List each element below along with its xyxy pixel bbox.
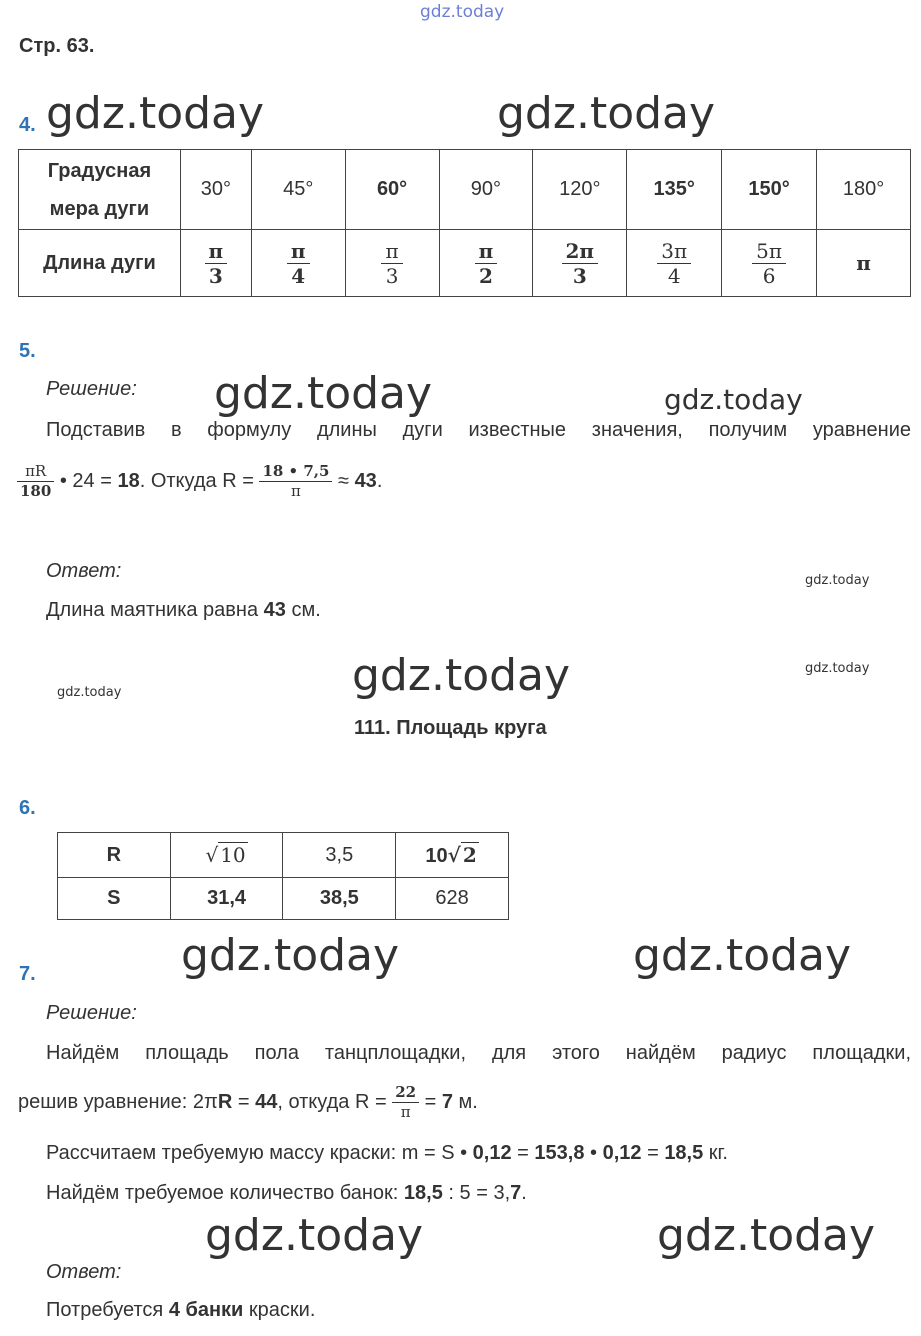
watermark: gdz.today (633, 930, 852, 981)
degree-header: Градусная мера дуги (19, 150, 181, 230)
length-cell: $\frac{\pi}{3}$ (345, 230, 439, 297)
fraction: $\frac{22}{\pi}$ (392, 1083, 419, 1122)
watermark: gdz.today (181, 930, 400, 981)
r-cell: 10√ 2 (396, 833, 509, 878)
task6-number: 6. (19, 797, 36, 819)
task5-line1: Подставив в формулу длины дуги известные значения, получим уравнение (46, 419, 911, 441)
watermark: gdz.today (664, 383, 803, 416)
s-cell: 628 (396, 878, 509, 920)
length-cell: $\frac{\pi}{4}$ (251, 230, 345, 297)
watermark: gdz.today (57, 685, 122, 700)
section-title: 111. Площадь круга (354, 717, 547, 739)
length-cell: $\frac{\pi}{3}$ (180, 230, 251, 297)
task7-line4: Найдём требуемое количество банок: 18,5 : 5 = 3,7. (46, 1182, 527, 1204)
page-header: Стр. 63. (19, 35, 95, 57)
length-cell: $\frac{3\pi}{4}$ (627, 230, 722, 297)
task7-line3: Рассчитаем требуемую массу краски: m = S • 0,12 = 153,8 • 0,12 = 18,5 кг. (46, 1142, 728, 1164)
task7-answer: Потребуется 4 банки краски. (46, 1299, 316, 1321)
r-header: R (58, 833, 171, 878)
watermark: gdz.today (205, 1210, 424, 1261)
watermark: gdz.today (805, 573, 870, 588)
fraction: $\frac{18 • 7,5}{\pi}$ (259, 462, 332, 501)
watermark: gdz.today (46, 88, 265, 139)
watermark: gdz.today (214, 368, 433, 419)
s-cell: 38,5 (283, 878, 396, 920)
degree-cell: 150° (722, 150, 817, 230)
circle-area-table (57, 832, 509, 920)
degree-cell: 45° (251, 150, 345, 230)
degree-cell: 30° (180, 150, 251, 230)
task5-equation: $\frac{\pi R}{180}$ • 24 = 18. Откуда R = $\frac{18 • 7,5}{\pi}$ ≈ 43. (17, 455, 382, 507)
degree-cell: 60° (345, 150, 439, 230)
r-cell: 3,5 (283, 833, 396, 878)
task7-line1: Найдём площадь пола танцплощадки, для этого найдём радиус площадки, (46, 1042, 911, 1064)
watermark-top: gdz.today (420, 2, 505, 22)
length-cell: $\frac{5\pi}{6}$ (722, 230, 817, 297)
length-cell: π (817, 230, 911, 297)
task7-line2: решив уравнение: 2πR = 44, откуда R = $\frac{22}{\pi}$ = 7 м. (18, 1083, 478, 1122)
degree-cell: 180° (817, 150, 911, 230)
length-header: Длина дуги (19, 230, 181, 297)
length-cell: $\frac{2\pi}{3}$ (533, 230, 627, 297)
task5-answer: Длина маятника равна 43 см. (46, 599, 321, 621)
answer-label: Ответ: (46, 1261, 122, 1283)
s-cell: 31,4 (170, 878, 283, 920)
task4-number: 4. (19, 114, 36, 136)
fraction: $\frac{\pi R}{180}$ (17, 462, 54, 501)
degree-cell: 135° (627, 150, 722, 230)
solution-label: Решение: (46, 1002, 137, 1024)
watermark: gdz.today (497, 88, 716, 139)
s-header: S (58, 878, 171, 920)
solution-label: Решение: (46, 378, 137, 400)
task7-number: 7. (19, 963, 36, 985)
watermark: gdz.today (352, 650, 571, 701)
task5-number: 5. (19, 340, 36, 362)
degree-cell: 120° (533, 150, 627, 230)
length-cell: $\frac{\pi}{2}$ (439, 230, 533, 297)
answer-label: Ответ: (46, 560, 122, 582)
watermark: gdz.today (805, 661, 870, 676)
r-cell: √ 10 (170, 833, 283, 878)
degree-cell: 90° (439, 150, 533, 230)
arc-length-table (18, 149, 911, 297)
watermark: gdz.today (657, 1210, 876, 1261)
